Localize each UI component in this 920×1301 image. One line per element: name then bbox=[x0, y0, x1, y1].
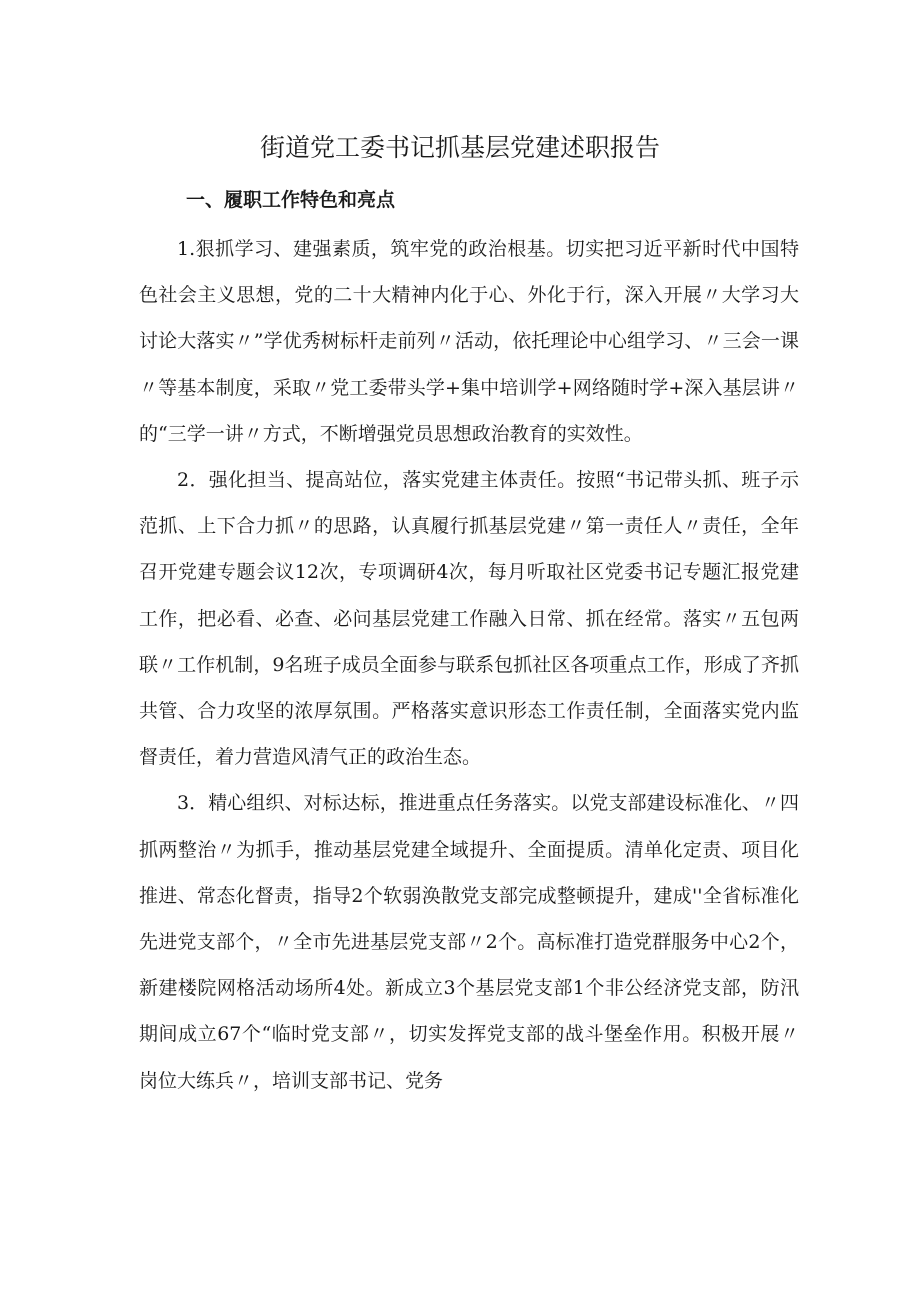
section-heading: 一、履职工作特色和亮点 bbox=[186, 189, 396, 211]
document-title: 街道党工委书记抓基层党建述职报告 bbox=[259, 133, 660, 162]
paragraph-1: 1.狠抓学习、建强素质，筑牢党的政治根基。切实把习近平新时代中国特色社会主义思想，党的二十大精神内化于心、外化于行，深入开展〃大学习大讨论大落实〃”学优秀树标杆走前列〃活动，依托理论中心组学习、〃三会一课〃等基本制度，采取〃党工委带头学+集中培训学+网络随时学+深入基层讲〃的“三学一讲〃方式，不断增强党员思想政治教育的实效性。 bbox=[139, 238, 799, 445]
document-body bbox=[139, 226, 799, 1104]
paragraph-2: 2．强化担当、提高站位，落实党建主体责任。按照“书记带头抓、班子示范抓、上下合力抓〃的思路，认真履行抓基层党建〃第一责任人〃责任，全年召开党建专题会议12次，专项调研4次，每月听取社区党委书记专题汇报党建工作，把必看、必查、必问基层党建工作融入日常、抓在经常。落实〃五包两联〃工作机制，9名班子成员全面参与联系包抓社区各项重点工作，形成了齐抓共管、合力攻坚的浓厚氛围。严格落实意识形态工作责任制，全面落实党内监督责任，着力营造风清气正的政治生态。 bbox=[139, 469, 799, 769]
paragraph-3: 3．精心组织、对标达标，推进重点任务落实。以党支部建设标准化、〃四抓两整治〃为抓手，推动基层党建全域提升、全面提质。清单化定责、项目化推进、常态化督责，指导2个软弱涣散党支部完成整顿提升，建成''全省标准化先进党支部个，〃全市先进基层党支部〃2个。高标准打造党群服务中心2个，新建楼院网格活动场所4处。新成立3个基层党支部1个非公经济党支部，防汛期间成立67个“临时党支部〃，切实发挥党支部的战斗堡垒作用。积极开展〃岗位大练兵〃，培训支部书记、党务 bbox=[139, 792, 799, 1092]
